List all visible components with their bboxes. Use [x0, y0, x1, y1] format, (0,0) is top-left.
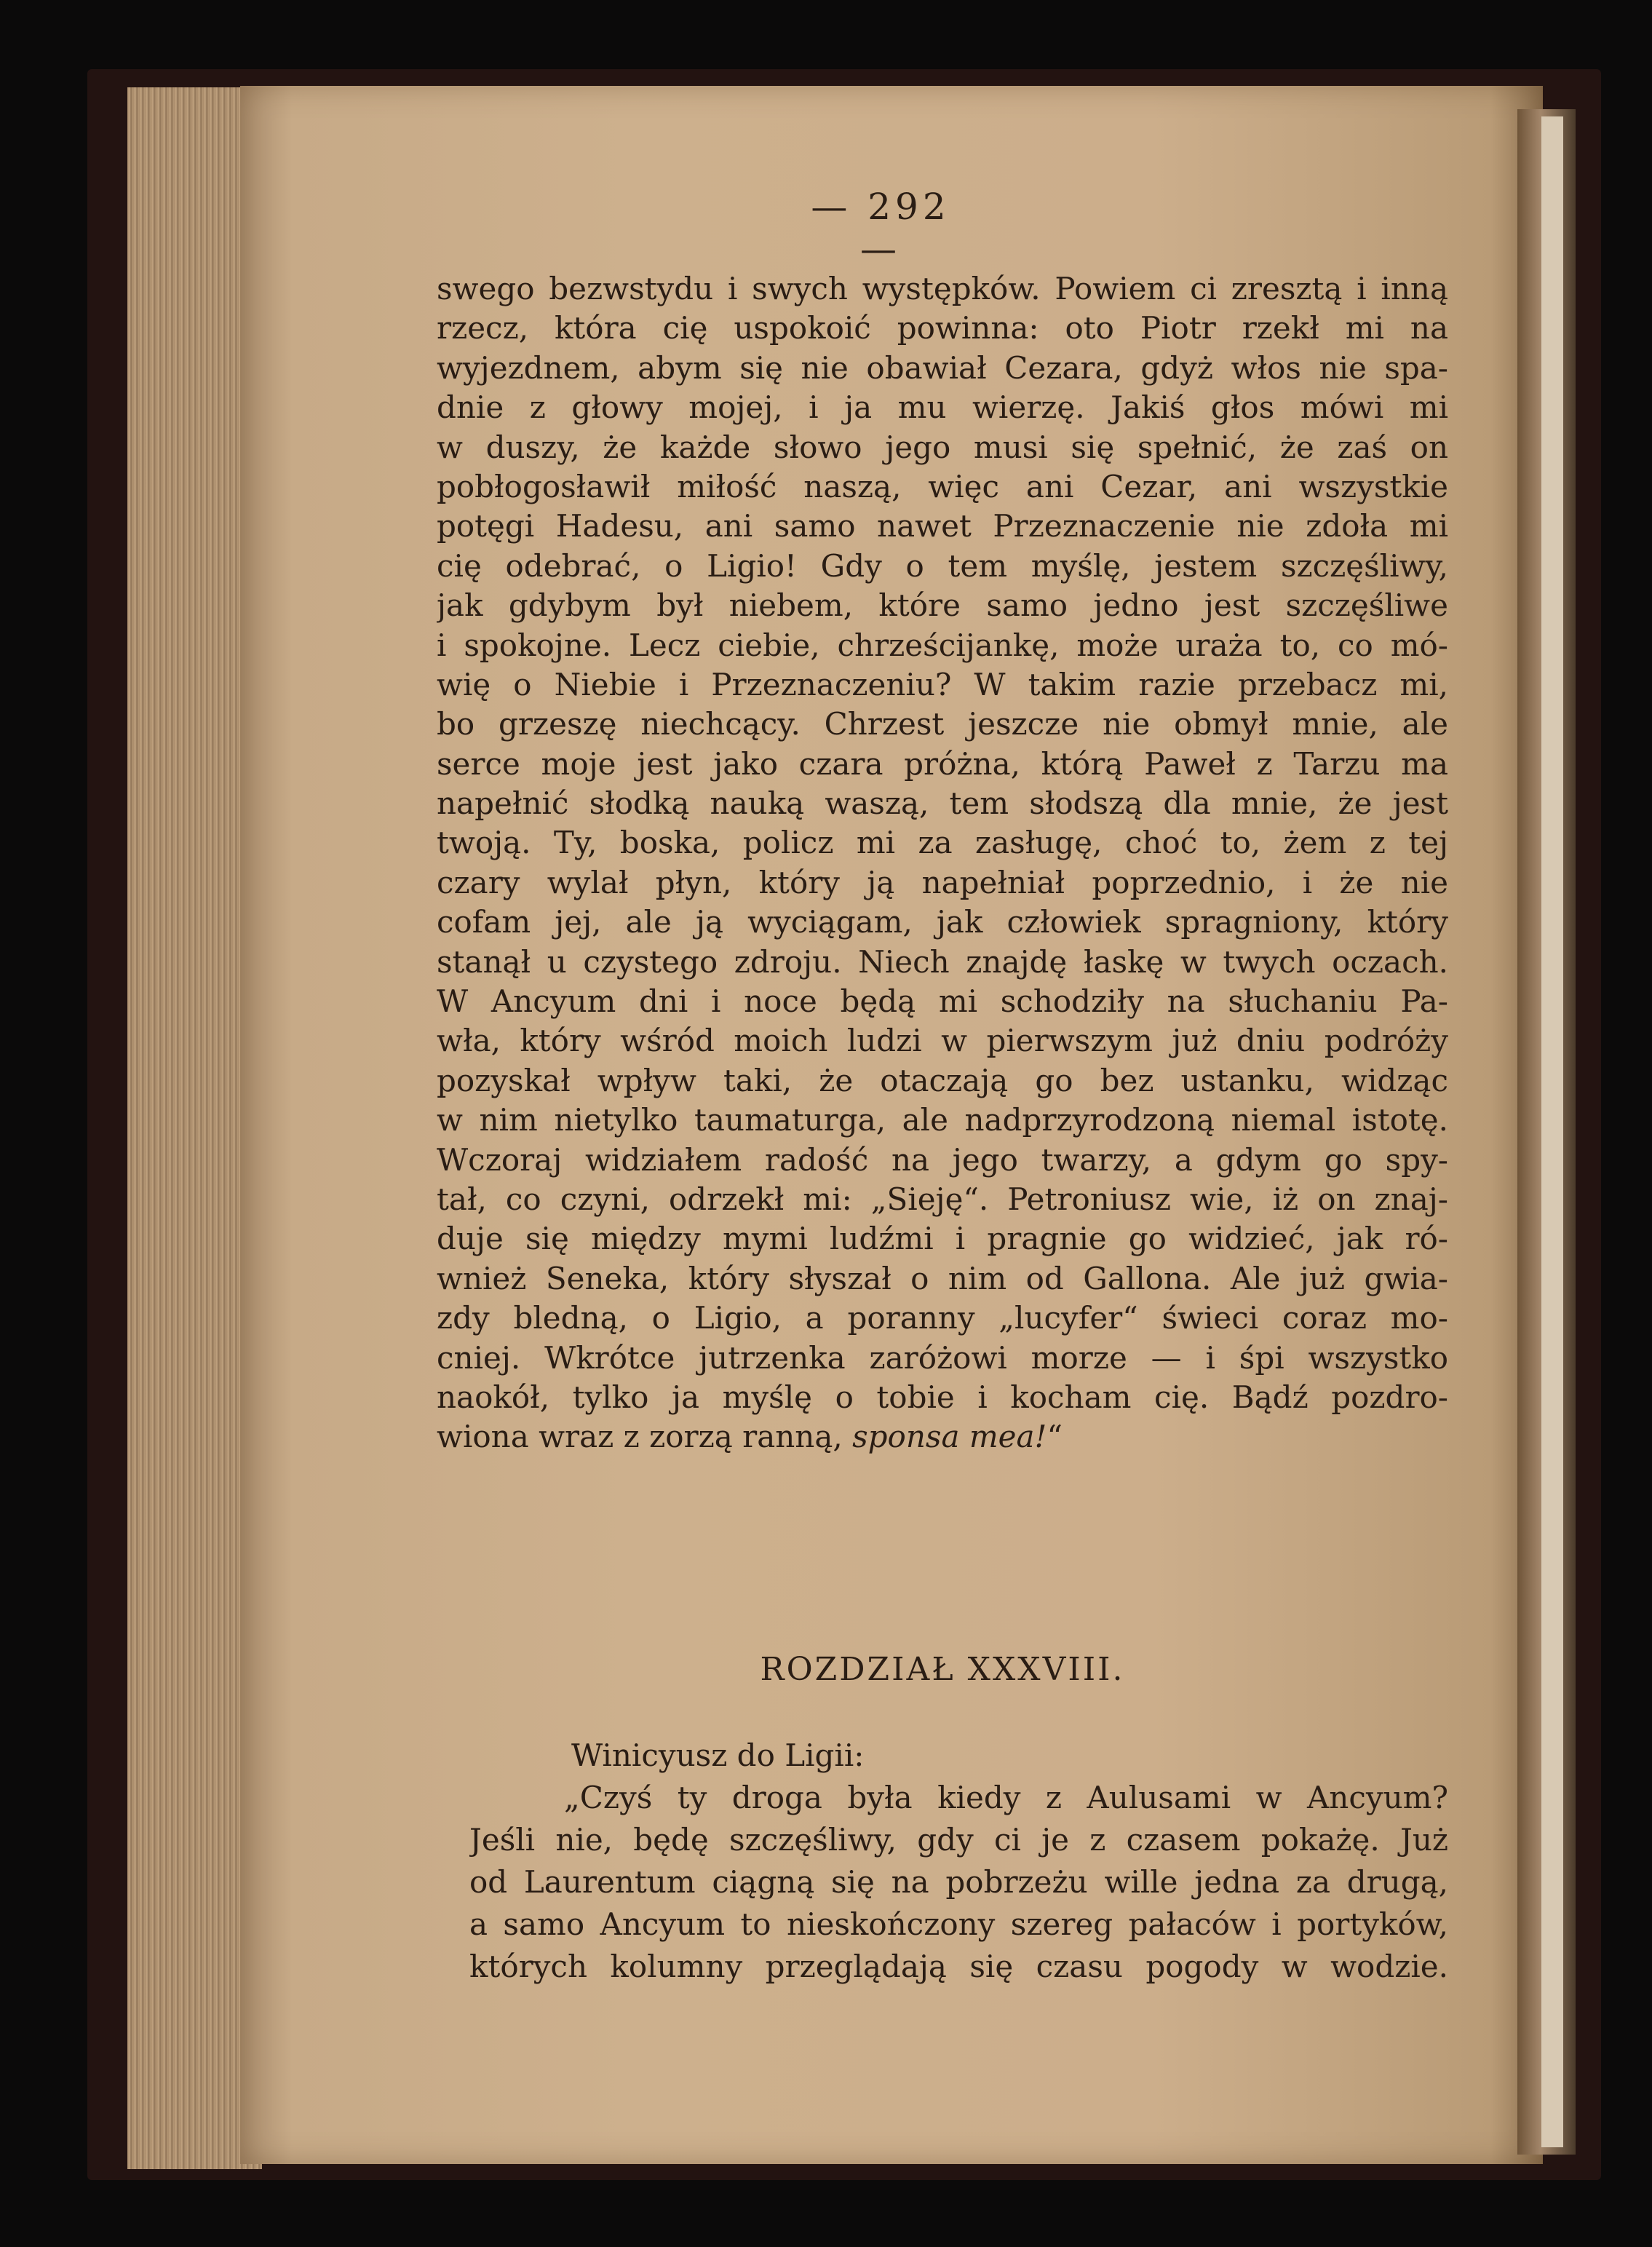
- text-line: od Laurentum ciągną się na pobrzeżu wille jedna za drugą,: [469, 1864, 1448, 1900]
- text-line: wnież Seneka, który słyszał o nim od Gallona. Ale już gwia-: [437, 1260, 1448, 1296]
- closing-quote: “: [1047, 1419, 1063, 1455]
- closing-text: wiona wraz z zorzą ranną,: [437, 1419, 853, 1455]
- text-line: serce moje jest jako czara próżna, którą Paweł z Tarzu ma: [437, 745, 1448, 782]
- text-line: wyjezdnem, abym się nie obawiał Cezara, gdyż włos nie spa-: [437, 349, 1448, 386]
- text-line: bo grzeszę niechcący. Chrzest jeszcze nie obmył mnie, ale: [437, 706, 1448, 742]
- text-line: w nim nietylko taumaturga, ale nadprzyrodzoną niemal istotę.: [437, 1102, 1448, 1138]
- text-line: dnie z głowy mojej, i ja mu wierzę. Jakiś głos mówi mi: [437, 389, 1448, 426]
- chapter-heading: ROZDZIAŁ XXXVIII.: [760, 1651, 1125, 1688]
- text-line: duje się między mymi ludźmi i pragnie go widzieć, jak ró-: [437, 1221, 1448, 1257]
- text-line: stanął u czystego zdroju. Niech znajdę łaskę w twych oczach.: [437, 943, 1448, 980]
- text-line: potęgi Hadesu, ani samo nawet Przeznaczenie nie zdoła mi: [437, 508, 1448, 544]
- text-line: „Czyś ty droga była kiedy z Aulusami w Ancyum?: [564, 1780, 1448, 1815]
- text-line: w duszy, że każde słowo jego musi się spełnić, że zaś on: [437, 429, 1448, 465]
- chapter-text: [469, 1735, 1448, 1988]
- letter-salutation: Winicyusz do Ligii:: [571, 1737, 865, 1773]
- text-line: wię o Niebie i Przeznaczeniu? W takim razie przebacz mi,: [437, 666, 1448, 702]
- text-line: wła, który wśród moich ludzi w pierwszym już dniu podróży: [437, 1023, 1448, 1059]
- text-line: których kolumny przeglądają się czasu pogody w wodzie.: [469, 1949, 1448, 1984]
- text-line: a samo Ancyum to nieskończony szereg pałaców i portyków,: [469, 1906, 1448, 1942]
- closing-latin-phrase: sponsa mea!: [852, 1419, 1047, 1455]
- text-line: zdy bledną, o Ligio, a poranny „lucyfer“ świeci coraz mo-: [437, 1300, 1448, 1336]
- text-line: swego bezwstydu i swych występków. Powiem ci zresztą i inną: [437, 271, 1448, 306]
- text-line: Jeśli nie, będę szczęśliwy, gdy ci je z czasem pokażę. Już: [469, 1822, 1448, 1858]
- text-line: i spokojne. Lecz ciebie, chrześcijankę, może uraża to, co mó-: [437, 627, 1448, 663]
- text-line-closing: [437, 1417, 1448, 1457]
- facing-page-strip: [1541, 116, 1563, 2147]
- text-line: tał, co czyni, odrzekł mi: „Sieję“. Petroniusz wie, iż on znaj-: [437, 1181, 1448, 1217]
- text-line: pozyskał wpływ taki, że otaczają go bez ustanku, widząc: [437, 1062, 1448, 1098]
- text-line: rzecz, która cię uspokoić powinna: oto Piotr rzekł mi na: [437, 310, 1448, 346]
- page-number: — 292 —: [811, 186, 950, 270]
- text-line: napełnić słodką nauką waszą, tem słodszą dla mnie, że jest: [437, 785, 1448, 822]
- text-line: naokół, tylko ja myślę o tobie i kocham cię. Bądź pozdro-: [437, 1379, 1448, 1415]
- text-line: cię odebrać, o Ligio! Gdy o tem myślę, jestem szczęśliwy,: [437, 547, 1448, 584]
- text-line: cniej. Wkrótce jutrzenka zaróżowi morze — i śpi wszystko: [437, 1339, 1448, 1376]
- letter-text: [437, 269, 1448, 1457]
- text-line: W Ancyum dni i noce będą mi schodziły na słuchaniu Pa-: [437, 983, 1448, 1020]
- text-line: pobłogosławił miłość naszą, więc ani Cezar, ani wszystkie: [437, 468, 1448, 504]
- text-line: czary wylał płyn, który ją napełniał poprzednio, i że nie: [437, 864, 1448, 900]
- text-line: cofam jej, ale ją wyciągam, jak człowiek spragniony, który: [437, 904, 1448, 940]
- text-line: jak gdybym był niebem, które samo jedno jest szczęśliwe: [437, 587, 1448, 624]
- text-line: twoją. Ty, boska, policz mi za zasługę, choć to, żem z tej: [437, 825, 1448, 861]
- text-line: Wczoraj widziałem radość na jego twarzy, a gdym go spy-: [437, 1141, 1448, 1178]
